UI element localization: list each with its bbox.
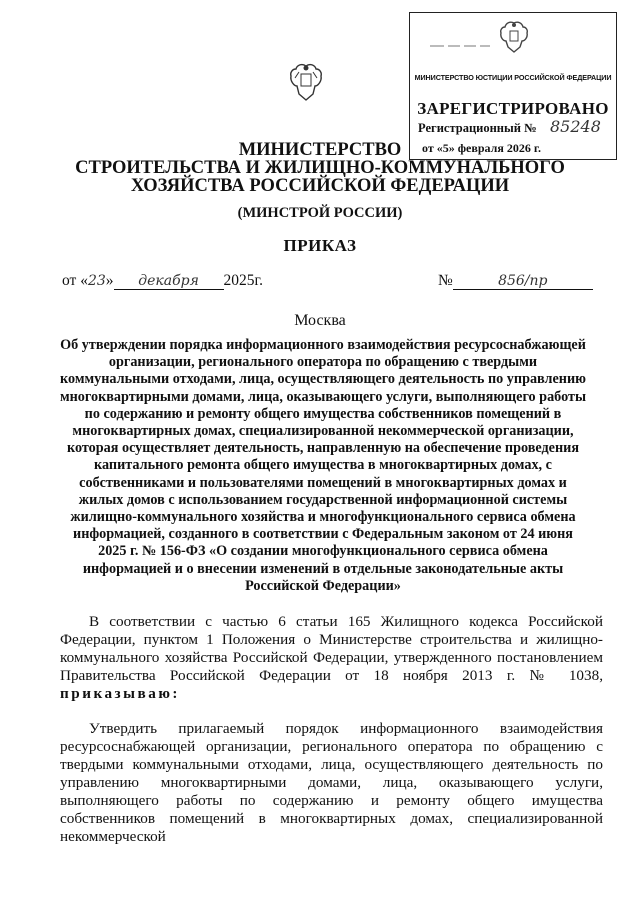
order-number xyxy=(438,272,593,290)
ministry-title-line1: МИНИСТЕРСТВО xyxy=(238,140,402,160)
ministry-title-line3: ХОЗЯЙСТВА РОССИЙСКОЙ ФЕДЕРАЦИИ xyxy=(130,176,510,196)
preamble-emphasis: приказываю: xyxy=(60,685,180,702)
stamp-reg-label: Регистрационный № xyxy=(418,121,537,135)
date-suffix: г. xyxy=(254,272,264,289)
preamble-text: В соответствии с частью 6 статьи 165 Жилищного кодекса Российской Федерации, пунктом 1 Положения о Министерстве строительства и жилищно-коммунального хозяйства Российской Федерации, утвержденного постановлением Правительства Российской Федерации от 18 ноября 2013 г. № 1038, xyxy=(60,613,603,684)
preamble-paragraph xyxy=(60,613,603,703)
date-month: декабря xyxy=(114,273,224,290)
date-mid: » xyxy=(105,272,114,289)
stamp-ministry: МИНИСТЕРСТВО ЮСТИЦИИ РОССИЙСКОЙ ФЕДЕРАЦИИ xyxy=(414,73,612,82)
ministry-title-line2: СТРОИТЕЛЬСТВА И ЖИЛИЩНО-КОММУНАЛЬНОГО xyxy=(75,158,565,178)
city: Москва xyxy=(294,312,346,329)
coat-of-arms-icon xyxy=(288,60,324,104)
date-year: 2025 xyxy=(223,272,255,289)
order-date xyxy=(62,272,263,290)
number-value: 856/пр xyxy=(453,273,593,290)
registration-stamp xyxy=(409,12,617,160)
stamp-registered: ЗАРЕГИСТРИРОВАНО xyxy=(417,99,609,118)
stamp-reg-number: 85248 xyxy=(550,117,601,136)
stamp-reg-date: от «5» февраля 2026 г. xyxy=(422,141,541,155)
date-day: 23 xyxy=(87,273,106,289)
faint-print xyxy=(430,43,490,49)
order-subject: Об утверждении порядка информационного взаимодействия ресурсоснабжающей организации, регионального оператора по обращению с твердыми коммунальными отходами, лица, осуществляющего деятельность по управлению многоквартирными домами, лица, оказывающего услуги, выполняющего работы по содержанию и ремонту общего имущества собственников помещений в многоквартирных домах, специализированной некоммерческой организации, которая осуществляет деятельность, направленную на обеспечение проведения капитального ремонта общего имущества в многоквартирных домах, с собственниками и пользователями помещений в многоквартирных домах и жилых домов с использованием государственной информационной системы жилищно-коммунального хозяйства и многофункционального сервиса обмена информацией, созданного в соответствии с Федеральным законом от 24 июня 2025 г. № 156-ФЗ «О создании многофункционального сервиса обмена информацией и о внесении изменений в отдельные законодательные акты Российской Федерации» xyxy=(59,337,587,594)
document-type: ПРИКАЗ xyxy=(283,236,357,255)
ministry-short-name: (МИНСТРОЙ РОССИИ) xyxy=(237,205,403,221)
number-label: № xyxy=(438,272,453,289)
date-prefix: от « xyxy=(62,272,88,289)
body-paragraph: Утвердить прилагаемый порядок информационного взаимодействия ресурсоснабжающей организации, регионального оператора по обращению с твердыми коммунальными отходами, лица, осуществляющего деятельность по управлению многоквартирными домами, лица, оказывающего услуги, выполняющего работы по содержанию и ремонту общего имущества собственников помещений в многоквартирных домах, специализированной некоммерческой xyxy=(60,720,603,845)
coat-of-arms-icon xyxy=(498,19,530,55)
